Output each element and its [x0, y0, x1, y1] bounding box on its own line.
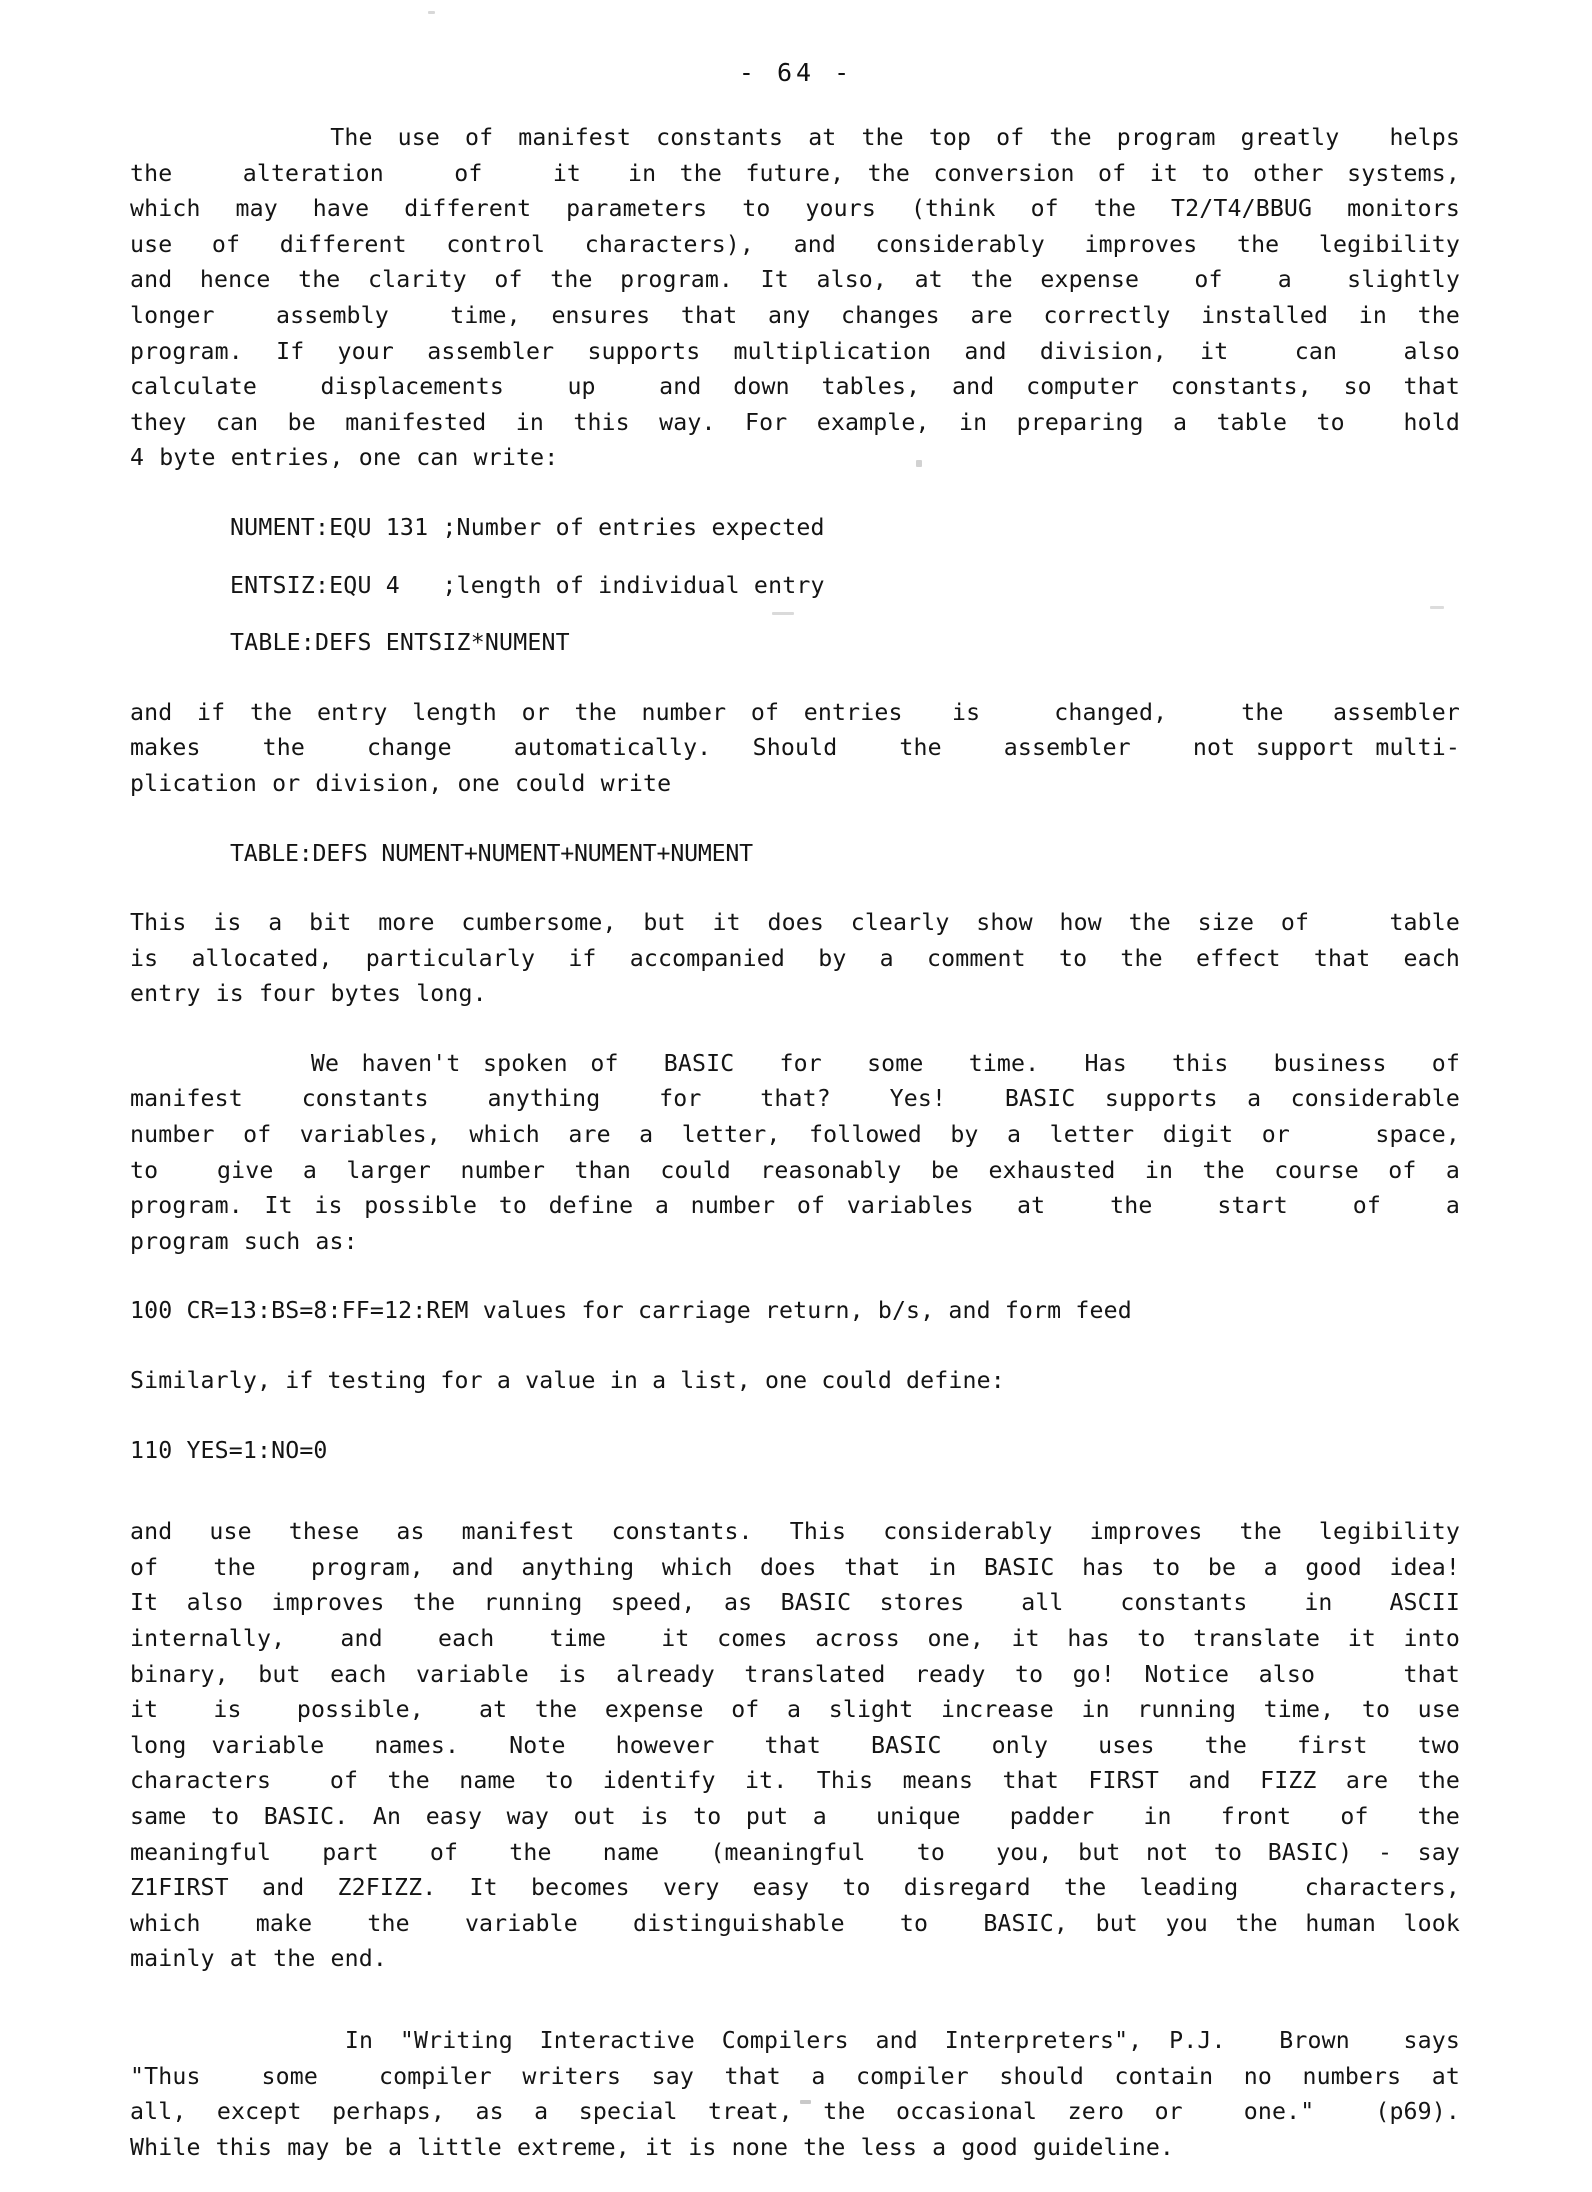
vertical-gap: [130, 802, 1460, 836]
text-line: In "Writing Interactive Compilers and Interpreters", P.J. Brown says: [130, 2026, 1460, 2054]
text-line: number of variables, which are a letter, followed by a letter digit or space,: [130, 1121, 1460, 1149]
text-line: internally, and each time it comes across one, it has to translate it into: [130, 1625, 1460, 1652]
text-line: meaningful part of the name (meaningful to you, but not to BASIC) - say: [130, 1838, 1460, 1866]
text-line: the alteration of it in the future, the conversion of it to other systems,: [130, 159, 1460, 187]
vertical-gap: [130, 1399, 1460, 1433]
paragraph-cumbersome-but-clear: [130, 905, 1460, 1012]
text-line: makes the change automatically. Should the assembler not support multi-: [130, 734, 1460, 762]
text-line: program. It is possible to define a number of variables at the start of a: [130, 1192, 1460, 1220]
text-line: to give a larger number than could reasonably be exhausted in the course of a: [130, 1156, 1460, 1184]
text-line: binary, but each variable is already translated ready to go! Notice also that: [130, 1660, 1460, 1688]
text-line: program such as:: [130, 1227, 358, 1255]
vertical-gap: [130, 1977, 1460, 2023]
vertical-gap: [130, 476, 1460, 510]
text-line: and use these as manifest constants. This considerably improves the legibility: [130, 1518, 1460, 1546]
code-line-entsiz-equ: ENTSIZ:EQU 4 ;length of individual entry: [230, 571, 825, 599]
text-line: 4 byte entries, one can write:: [130, 444, 559, 472]
code-line-table-defs-mul: TABLE:DEFS ENTSIZ*NUMENT: [230, 629, 570, 657]
text-line: it is possible, at the expense of a slight increase in running time, to use: [130, 1696, 1460, 1724]
text-line: is allocated, particularly if accompanied by a comment to the effect that each: [130, 944, 1460, 972]
text-line: long variable names. Note however that BASIC only uses the first two: [130, 1731, 1460, 1759]
text-line: calculate displacements up and down tables, and computer constants, so that: [130, 373, 1460, 401]
text-line: which make the variable distinguishable to BASIC, but you the human look: [130, 1909, 1460, 1937]
vertical-gap: [130, 1329, 1460, 1363]
paragraph-manifest-constants-in-basic: [130, 1514, 1460, 1977]
vertical-gap: [130, 871, 1460, 905]
text-line: mainly at the end.: [130, 1945, 387, 1973]
vertical-gap: [130, 1468, 1460, 1514]
vertical-gap: [130, 1012, 1460, 1046]
text-line: which may have different parameters to yours (think of the T2/T4/BBUG monitors: [130, 195, 1460, 223]
vertical-gap: [130, 661, 1460, 695]
text-line: We haven't spoken of BASIC for some time. Has this business of: [130, 1049, 1460, 1077]
basic-code-line-110: 110 YES=1:NO=0: [130, 1436, 328, 1464]
page-number: - 64 -: [738, 58, 854, 87]
text-line: plication or division, one could write: [130, 769, 672, 797]
body-text-column: [130, 120, 1460, 2165]
vertical-gap: [130, 546, 1460, 568]
text-line: program. If your assembler supports multiplication and division, it can also: [130, 337, 1460, 365]
code-line-nument-equ: NUMENT:EQU 131 ;Number of entries expected: [230, 513, 825, 541]
text-line: "Thus some compiler writers say that a compiler should contain no numbers at: [130, 2062, 1460, 2090]
text-line: This is a bit more cumbersome, but it does clearly show how the size of table: [130, 909, 1460, 937]
text-line: and hence the clarity of the program. It also, at the expense of a slightly: [130, 266, 1460, 294]
text-line: entry is four bytes long.: [130, 980, 487, 1008]
text-line: all, except perhaps, as a special treat, the occasional zero or one." (p69).: [130, 2098, 1460, 2126]
paragraph-manifest-constants-intro: [130, 120, 1460, 476]
text-line: longer assembly time, ensures that any changes are correctly installed in the: [130, 301, 1460, 329]
paragraph-brown-quote: [130, 2023, 1460, 2165]
code-line-table-defs-add: TABLE:DEFS NUMENT+NUMENT+NUMENT+NUMENT: [230, 839, 753, 867]
text-line: The use of manifest constants at the top of the program greatly helps: [130, 124, 1460, 151]
text-line: While this may be a little extreme, it is none the less a good guideline.: [130, 2133, 1175, 2161]
basic-code-line-100: 100 CR=13:BS=8:FF=12:REM values for carriage return, b/s, and form feed: [130, 1297, 1132, 1325]
scan-speck: [428, 11, 435, 14]
text-line: they can be manifested in this way. For example, in preparing a table to hold: [130, 408, 1460, 436]
text-line: Z1FIRST and Z2FIZZ. It becomes very easy to disregard the leading characters,: [130, 1874, 1460, 1902]
vertical-gap: [130, 1259, 1460, 1293]
paragraph-basic-variables: [130, 1046, 1460, 1260]
text-line: of the program, and anything which does that in BASIC has to be a good idea!: [130, 1553, 1460, 1581]
text-line: and if the entry length or the number of entries is changed, the assembler: [130, 698, 1460, 726]
text-line: manifest constants anything for that? Yes! BASIC supports a considerable: [130, 1085, 1460, 1113]
paragraph-entry-length-change: [130, 695, 1460, 802]
text-line: It also improves the running speed, as BASIC stores all constants in ASCII: [130, 1589, 1460, 1617]
paragraph-similarly-testing: Similarly, if testing for a value in a list, one could define:: [130, 1367, 1005, 1395]
vertical-gap: [130, 603, 1460, 625]
text-line: use of different control characters), and considerably improves the legibility: [130, 230, 1460, 258]
text-line: same to BASIC. An easy way out is to put a unique padder in front of the: [130, 1802, 1460, 1830]
text-line: characters of the name to identify it. This means that FIRST and FIZZ are the: [130, 1767, 1460, 1795]
